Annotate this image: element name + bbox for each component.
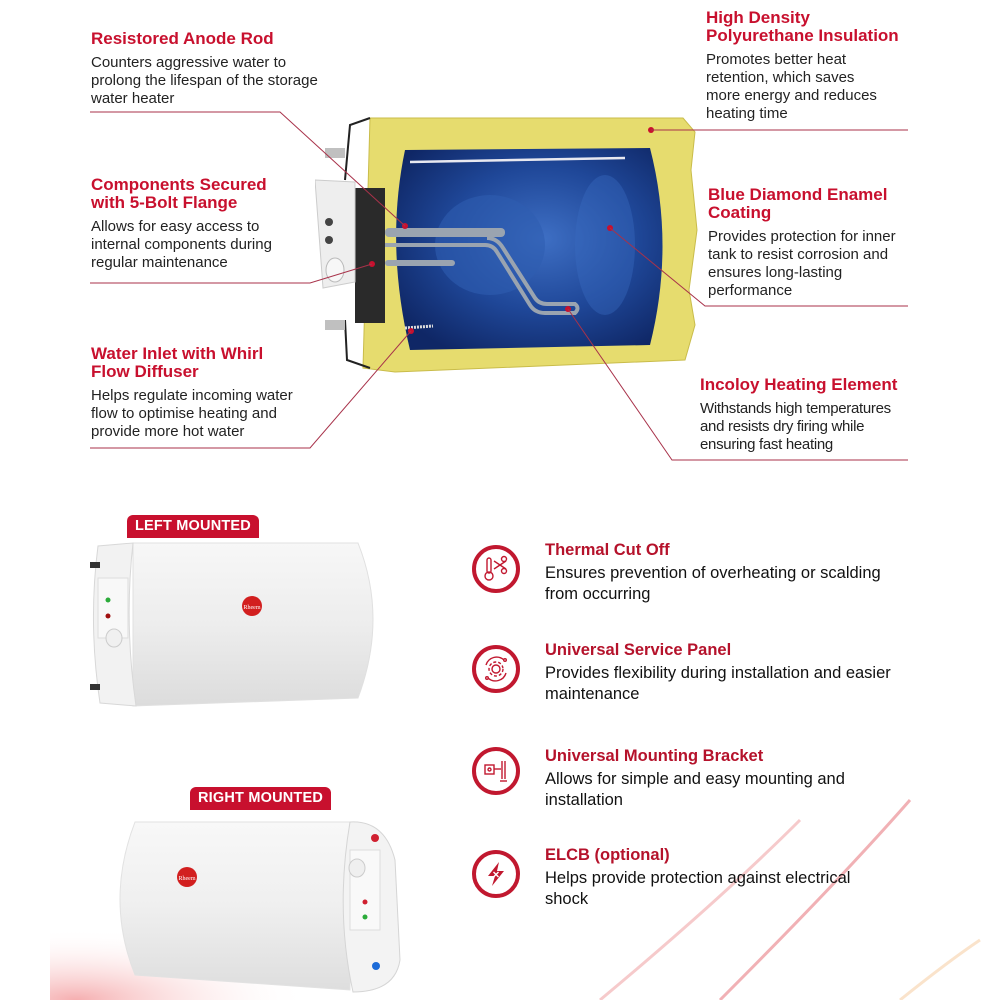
feature-thermal-cut-off xyxy=(545,541,965,605)
desc-line: performance xyxy=(708,282,793,299)
annotation-desc xyxy=(91,218,311,272)
desc-line: maintenance xyxy=(545,685,640,703)
left-mounted-heater-image xyxy=(88,538,393,713)
thermometer-scissors-icon xyxy=(472,545,520,593)
desc-line: Counters aggressive water to xyxy=(91,54,287,71)
desc-line: Helps provide protection against electrical xyxy=(545,869,851,887)
mounting-bracket-icon xyxy=(472,747,520,795)
annotation-desc xyxy=(700,400,915,454)
feature-desc xyxy=(545,563,965,605)
desc-line: shock xyxy=(545,890,589,908)
title-line: Coating xyxy=(708,203,772,222)
gear-orbit-icon xyxy=(472,645,520,693)
desc-line: water heater xyxy=(91,90,175,107)
desc-line: provide more hot water xyxy=(91,423,245,440)
annotation-anode-rod xyxy=(91,30,351,108)
desc-line: heating time xyxy=(706,105,788,122)
desc-line: tank to resist corrosion and xyxy=(708,246,889,263)
annotation-flange xyxy=(91,176,311,272)
desc-line: and resists dry firing while xyxy=(700,418,865,435)
desc-line: installation xyxy=(545,791,623,809)
title-line: with 5-Bolt Flange xyxy=(91,193,238,212)
right-mounted-heater-image xyxy=(95,810,430,995)
desc-line: ensures long-lasting xyxy=(708,264,843,281)
annotation-desc xyxy=(91,54,351,108)
feature-title: Thermal Cut Off xyxy=(545,541,670,559)
annotation-title xyxy=(91,345,321,381)
desc-line: Promotes better heat xyxy=(706,51,847,68)
feature-elcb xyxy=(545,846,965,910)
desc-line: Provides flexibility during installation and easier xyxy=(545,664,891,682)
svg-text:Rheem: Rheem xyxy=(178,876,196,882)
desc-line: regular maintenance xyxy=(91,254,228,271)
feature-title: ELCB (optional) xyxy=(545,846,670,864)
title-line: High Density xyxy=(706,8,810,27)
feature-desc xyxy=(545,868,965,910)
title-line: Components Secured xyxy=(91,175,267,194)
desc-line: more energy and reduces xyxy=(706,87,877,104)
feature-title: Universal Service Panel xyxy=(545,641,732,659)
desc-line: flow to optimise heating and xyxy=(91,405,277,422)
desc-line: Withstands high temperatures xyxy=(700,400,891,417)
feature-title: Universal Mounting Bracket xyxy=(545,747,764,765)
lightning-x-icon xyxy=(472,850,520,898)
desc-line: Provides protection for inner xyxy=(708,228,896,245)
feature-universal-service-panel xyxy=(545,641,965,705)
annotation-title xyxy=(706,9,916,45)
desc-line: from occurring xyxy=(545,585,651,603)
annotation-heating-element xyxy=(700,376,915,454)
title-line: Flow Diffuser xyxy=(91,362,199,381)
svg-text:Rheem: Rheem xyxy=(243,605,261,611)
annotation-water-inlet xyxy=(91,345,321,441)
feature-universal-mounting-bracket xyxy=(545,747,965,811)
annotation-title: Resistored Anode Rod xyxy=(91,29,274,48)
desc-line: Ensures prevention of overheating or scalding xyxy=(545,564,881,582)
feature-desc xyxy=(545,769,965,811)
annotation-title xyxy=(708,186,918,222)
desc-line: Allows for easy access to xyxy=(91,218,260,235)
annotation-enamel xyxy=(708,186,918,300)
annotation-desc xyxy=(91,387,321,441)
annotation-desc xyxy=(708,228,918,300)
feature-desc xyxy=(545,663,965,705)
title-line: Polyurethane Insulation xyxy=(706,26,899,45)
left-mounted-badge: LEFT MOUNTED xyxy=(127,515,259,538)
desc-line: Helps regulate incoming water xyxy=(91,387,293,404)
annotation-insulation xyxy=(706,9,916,123)
desc-line: ensuring fast heating xyxy=(700,436,833,453)
annotation-desc xyxy=(706,51,916,123)
desc-line: retention, which saves xyxy=(706,69,855,86)
title-line: Water Inlet with Whirl xyxy=(91,344,264,363)
right-mounted-badge: RIGHT MOUNTED xyxy=(190,787,331,810)
annotation-title xyxy=(91,176,311,212)
desc-line: Allows for simple and easy mounting and xyxy=(545,770,845,788)
title-line: Blue Diamond Enamel xyxy=(708,185,888,204)
desc-line: internal components during xyxy=(91,236,272,253)
desc-line: prolong the lifespan of the storage xyxy=(91,72,318,89)
annotation-title: Incoloy Heating Element xyxy=(700,375,898,394)
